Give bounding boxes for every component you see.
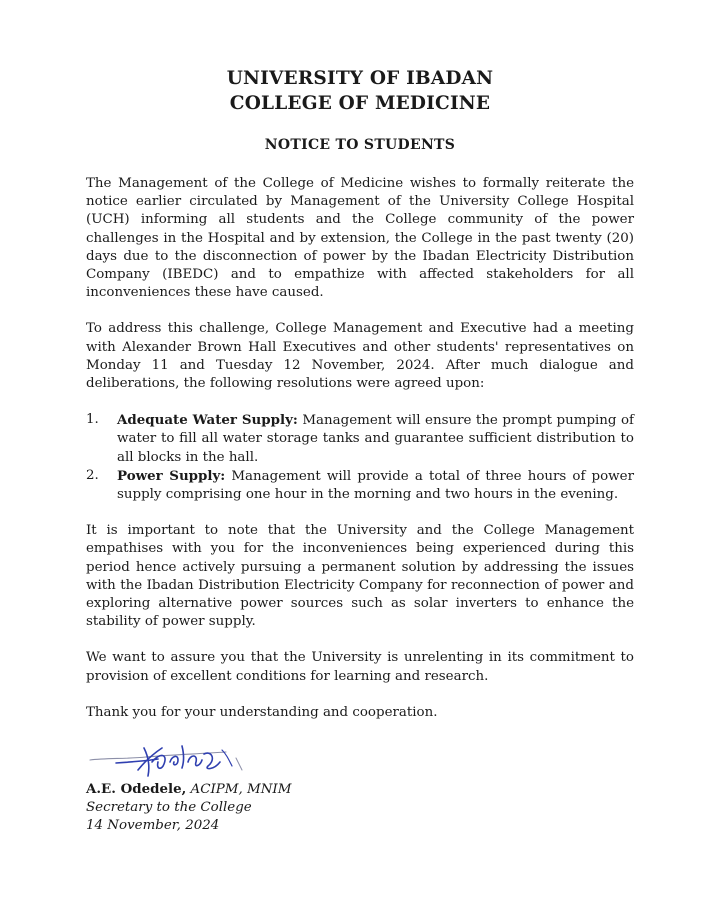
signatory-title: Secretary to the College	[86, 800, 252, 816]
resolution-item	[86, 467, 634, 504]
signatory-name-line	[86, 780, 634, 799]
resolution-number: 1.	[86, 412, 99, 428]
resolution-text: Management will ensure the prompt pumping of water to fill all water storage tanks and guarantee sufficient distribution to all blocks in the hall.	[117, 413, 635, 465]
paragraph-assurance: We want to assure you that the University is unrelenting in its commitment to provision of excellent conditions for learning and research.	[86, 650, 634, 684]
handwritten-signature	[86, 740, 256, 780]
resolution-item	[86, 411, 634, 467]
resolution-text: Management will provide a total of three hours of power supply comprising one hour in the morning and two hours in the evening.	[117, 468, 634, 503]
signatory-credentials: ACIPM, MNIM	[186, 782, 292, 798]
paragraph-intro: The Management of the College of Medicine wishes to formally reiterate the notice earlier circulated by Management of the University College Hospital (UCH) informing all students and the College community of the power challenges in the Hospital and by extension, the College in the past twenty (20) days due to the disconnection of power by the Ibadan Electricity Distribution Company (IBEDC) and to empathize with affected stakeholders for all inconveniences these have caused.	[86, 176, 634, 301]
notice-title: NOTICE TO STUDENTS	[264, 137, 456, 153]
college-name: COLLEGE OF MEDICINE	[229, 93, 491, 114]
paragraph-meeting: To address this challenge, College Management and Executive had a meeting with Alexander Brown Hall Executives and other students' representatives on Monday 11 and Tuesday 12 November, 2024. After much dialogue and deliberations, the following resolutions were agreed upon:	[86, 321, 634, 392]
signatory-name: A.E. Odedele,	[86, 781, 187, 798]
signatory-block	[86, 780, 634, 836]
resolutions-list	[86, 411, 634, 504]
university-name: UNIVERSITY OF IBADAN	[226, 68, 494, 89]
resolution-number: 2.	[86, 467, 99, 483]
resolution-title: Power Supply:	[117, 467, 226, 484]
notice-date: 14 November, 2024	[86, 818, 220, 834]
paragraph-thanks: Thank you for your understanding and cooperation.	[86, 704, 438, 720]
paragraph-empathy: It is important to note that the University and the College Management empathises with you for the inconveniences being experienced during this period hence actively pursuing a permanent solution by addressing the issues with the Ibadan Distribution Electricity Company for reconnection of power and exploring alternative power sources such as solar inverters to enhance the stability of power supply.	[86, 523, 634, 630]
resolution-title: Adequate Water Supply:	[117, 412, 298, 429]
